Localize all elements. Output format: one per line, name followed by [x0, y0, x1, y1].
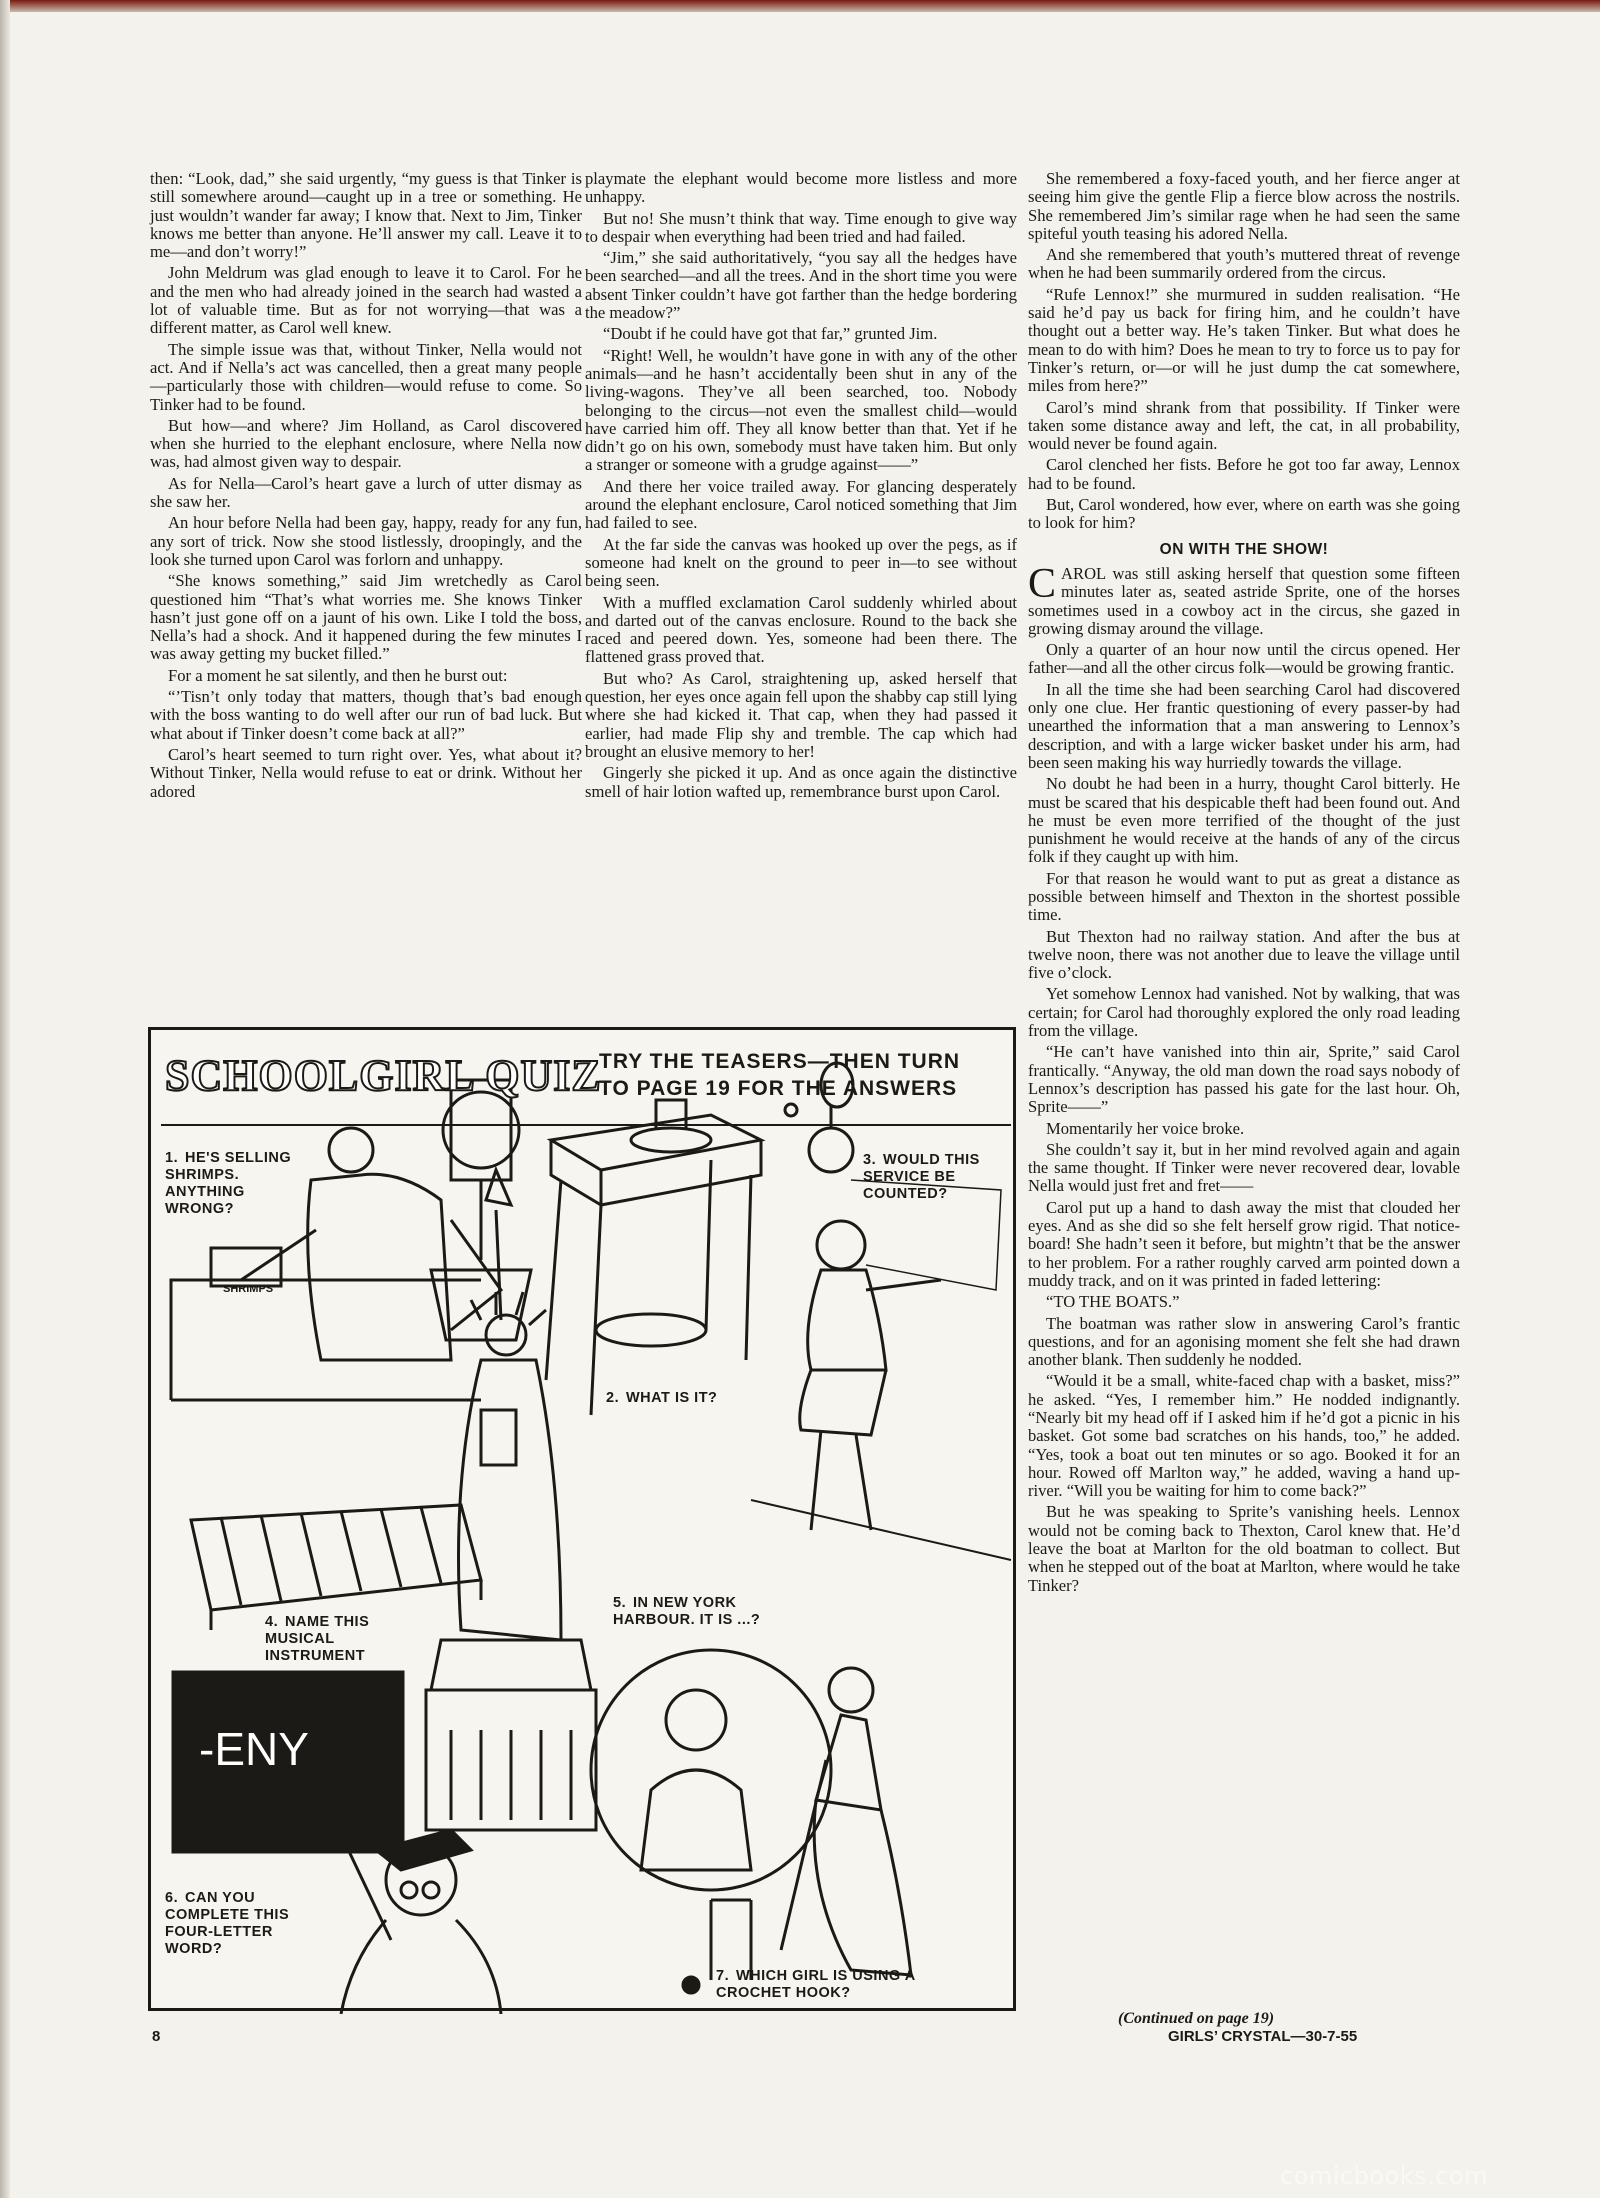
- paragraph: Carol put up a hand to dash away the mist that clouded her eyes. And as she did so she felt herself grow rigid. That notice-board! She hadn’t seen it before, but mightn’t that be the answer to her problem. For a rather roughly carved arm pointed down a muddy track, and on it was printed in faded lettering:: [1028, 1197, 1460, 1290]
- paragraph: But no! She musn’t think that way. Time enough to give way to despair when everything had been tried and had failed.: [585, 208, 1017, 246]
- paragraph: “Would it be a small, white-faced chap with a basket, miss?” he asked. “Yes, I remember him.” He nodded indignantly. “Nearly bit my head off if I asked him if he’d got a picnic in his basket. Got some bad scratches on his hands, too,” he added. “Yes, took a boat out ten minutes or so ago. Booked it for an hour. Rowed off Marlton way,” he added, waving a hand up-river. “Will you be waiting for him to come back?”: [1028, 1371, 1460, 1501]
- quiz-question-7: 7. WHICH GIRL IS USING A CROCHET HOOK?: [716, 1968, 916, 2001]
- paragraph: But he was speaking to Sprite’s vanishing heels. Lennox would not be coming back to Thexton, Carol knew that. He’d leave the boat at Marlton for the old boatman to collect. But when he stepped out of the boat at Marlton, where would he take Tinker?: [1028, 1502, 1460, 1595]
- story-column-3: [1028, 170, 1460, 1598]
- quiz-instructions: [599, 1048, 999, 1102]
- shrimps-sign: SHRIMPS: [223, 1283, 274, 1295]
- paragraph: An hour before Nella had been gay, happy, ready for any fun, any sort of trick. Now she stood listlessly, droopingly, and the look she turned upon Carol was forlorn and unhappy.: [150, 513, 582, 569]
- cover-edge: [0, 0, 1600, 12]
- paragraph: But who? As Carol, straightening up, asked herself that question, her eyes once again fell upon the shabby cap still lying where she had kicked it. That cap, when they had passed it earlier, had made Flip shy and tremble. The cap which had brought an elusive memory to her!: [585, 668, 1017, 761]
- paragraph: “TO THE BOATS.”: [1046, 1292, 1180, 1312]
- quiz-question-3: 3. WOULD THIS SERVICE BE COUNTED?: [863, 1152, 980, 1202]
- paragraph: “Doubt if he could have got that far,” grunted Jim.: [603, 324, 938, 344]
- paragraph: Carol clenched her fists. Before he got too far away, Lennox had to be found.: [1028, 455, 1460, 493]
- paragraph: Carol’s heart seemed to turn right over. Yes, what about it? Without Tinker, Nella would refuse to eat or drink. Without her adored: [150, 744, 582, 801]
- tennis-player-illustration: [751, 1063, 1011, 1560]
- drop-cap: C: [1028, 560, 1057, 607]
- paragraph: “Right! Well, he wouldn’t have gone in with any of the other animals—and he hasn’t accidentally been shut in any of the living-wagons. They’ve all been searched, too. Nobody belonging to the circus—not even the smallest child—would have carried him off. They all know better than that. Yet if he didn’t go on his own, somebody must have taken him. But only a stranger or someone with a grudge against——”: [585, 345, 1017, 475]
- paragraph: playmate the elephant would become more listless and more unhappy.: [585, 169, 1017, 207]
- paragraph-text: AROL was still asking herself that question some fifteen minutes later as, seated astride Sprite, one of the horses sometimes used in a cowboy act in the circus, she gazed in growing dismay around the village.: [1028, 563, 1460, 638]
- paragraph: “She knows something,” said Jim wretchedly as Carol questioned him “That’s what worries me. She knows Tinker hasn’t just gone off on a jaunt of his own. Like I told the boss, Nella’s had a shock. And it happened during the few minutes I was away getting my bucket filled.”: [150, 571, 582, 664]
- story-column-2: [585, 170, 1017, 804]
- quiz-question-6: 6. CAN YOU COMPLETE THIS FOUR-LETTER WORD?: [165, 1890, 290, 1957]
- paragraph: But Thexton had no railway station. And after the bus at twelve noon, there was not another due to leave the village until five o’clock.: [1028, 926, 1460, 983]
- quiz-instructions-line-2: TO PAGE 19 FOR THE ANSWERS: [599, 1077, 958, 1100]
- paragraph: The boatman was rather slow in answering Carol’s frantic questions, and for an agonising moment she felt she had drawn another blank. Then suddenly he nodded.: [1028, 1313, 1460, 1370]
- continued-note: (Continued on page 19): [1118, 2010, 1275, 2027]
- paragraph: The simple issue was that, without Tinker, Nella would not act. And if Nella’s act was cancelled, then a great many people—particularly those with children—would refuse to come. So Tinker had to be found.: [150, 339, 582, 414]
- paragraph: For a moment he sat silently, and then he burst out:: [168, 665, 508, 685]
- paragraph: At the far side the canvas was hooked up over the pegs, as if someone had knelt on the ground to peer in—to see without being seen.: [585, 534, 1017, 591]
- page-number: 8: [152, 2028, 161, 2045]
- paragraph: Carol’s mind shrank from that possibility. If Tinker were taken some distance away and left, the cat, in all probability, would never be found again.: [1028, 397, 1460, 454]
- quiz-question-4: 4. NAME THIS MUSICAL INSTRUMENT: [265, 1614, 370, 1664]
- schoolgirl-quiz-box: [148, 1027, 1016, 2011]
- quiz-question-2: 2. WHAT IS IT?: [606, 1390, 718, 1406]
- paragraph: Yet somehow Lennox had vanished. Not by walking, that was certain; for Carol had thoroughly explored the only road leading from the village.: [1028, 984, 1460, 1041]
- two-girls-illustration: [591, 1650, 911, 1993]
- paragraph: For that reason he would want to put as great a distance as possible between himself and Thexton in the shortest possible time.: [1028, 868, 1460, 925]
- potters-wheel-illustration: [546, 1100, 761, 1415]
- paragraph: “’Tisn’t only today that matters, though that’s bad enough with the boss wanting to do well after our run of bad luck. But what about if Tinker doesn’t come back at all?”: [150, 687, 582, 743]
- issue-line: GIRLS’ CRYSTAL—30-7-55: [1168, 2028, 1358, 2045]
- quiz-question-5: 5. IN NEW YORK HARBOUR. IT IS ...?: [613, 1595, 761, 1628]
- blackboard-text: -ENY: [199, 1723, 309, 1775]
- paragraph: With a muffled exclamation Carol suddenly whirled about and darted out of the canvas enclosure. Round to the back she raced and peered down. Yes, someone had been there. The flattened grass proved that.: [585, 592, 1017, 667]
- quiz-question-1: 1. HE'S SELLING SHRIMPS. ANYTHING WRONG?: [165, 1150, 292, 1217]
- paragraph: “He can’t have vanished into thin air, Sprite,” said Carol frantically. “Anyway, the old man down the road says nobody of Lennox’s description has passed his gate for the last hour. Oh, Sprite——”: [1028, 1042, 1460, 1117]
- paragraph: She couldn’t say it, but in her mind revolved again and again the same thought. If Tinker were never recovered dear, lovable Nella would just fret and fret——: [1028, 1139, 1460, 1196]
- xylophone-illustration: [191, 1505, 481, 1630]
- paragraph: John Meldrum was glad enough to leave it to Carol. For he and the men who had already joined in the search had wasted a lot of valuable time. But as for not worrying—that was a different matter, as Carol well knew.: [150, 263, 582, 338]
- paragraph: “Rufe Lennox!” she murmured in sudden realisation. “He said he’d pay us back for firing him, and he couldn’t have thought out a better way. He’s taken Tinker. But what does he mean to do with him? Does he mean to try to force us to pay for Tinker’s return, or—or will he just dump the cat somewhere, miles from here?”: [1028, 284, 1460, 396]
- paragraph: And she remembered that youth’s muttered threat of revenge when he had been summarily ordered from the circus.: [1028, 245, 1460, 283]
- section-heading: ON WITH THE SHOW!: [1159, 540, 1329, 558]
- paragraph: then: “Look, dad,” she said urgently, “my guess is that Tinker is still somewhere around—caught up in a tree or something. He just wouldn’t wander far away; I know that. Next to Jim, Tinker knows me better than anyone. He’ll answer my call. Leave it to me—and don’t worry!”: [150, 169, 582, 262]
- paragraph: She remembered a foxy-faced youth, and her fierce anger at seeing him give the gentle Flip a fierce blow across the nostrils. She remembered Jim’s similar rage when he had seen the same spiteful youth teasing his adored Nella.: [1028, 169, 1460, 243]
- watermark: comicbooks.com: [1280, 2162, 1489, 2190]
- paragraph: In all the time she had been searching Carol had discovered only one clue. Her frantic questioning of every passer-by had unearthed the information that a man answering to Lennox’s description, and with a large wicker basket under his arm, had been seen making his way hurriedly towards the village.: [1028, 679, 1460, 772]
- paragraph: No doubt he had been in a hurry, thought Carol bitterly. He must be scared that his despicable theft had been found out. And he must be even more terrified of the thought of the just punishment he would receive at the hands of any of the circus folk if they caught up with him.: [1028, 774, 1460, 867]
- quiz-title: SCHOOLGIRL QUIZ: [165, 1051, 602, 1100]
- binding-edge: [0, 0, 10, 2198]
- story-column-1: [150, 170, 582, 804]
- shrimp-seller-illustration: [171, 1080, 531, 1400]
- paragraph: But, Carol wondered, how ever, where on earth was she going to look for him?: [1028, 495, 1460, 533]
- paragraph: “Jim,” she said authoritatively, “you say all the hedges have been searched—and all the trees. And in the short time you were absent Tinker couldn’t have got farther than the hedge bordering the meadow?”: [585, 248, 1017, 323]
- paragraph: Momentarily her voice broke.: [1046, 1118, 1245, 1138]
- paragraph: Only a quarter of an hour now until the circus opened. Her father—and all the other circus folk—would be growing frantic.: [1028, 640, 1460, 678]
- paragraph: But how—and where? Jim Holland, as Carol discovered when she hurried to the elephant enclosure, where Nella now was, had almost given way to despair.: [150, 415, 582, 472]
- paragraph: [1028, 560, 1460, 638]
- quiz-instructions-line-1: TRY THE TEASERS—THEN TURN: [599, 1050, 961, 1073]
- paragraph: As for Nella—Carol’s heart gave a lurch of utter dismay as she saw her.: [150, 473, 582, 512]
- paragraph: Gingerly she picked it up. And as once again the distinctive smell of hair lotion wafted up, remembrance burst upon Carol.: [585, 763, 1017, 801]
- paragraph: And there her voice trailed away. For glancing desperately around the elephant enclosure, Carol noticed something that Jim had failed to see.: [585, 476, 1017, 533]
